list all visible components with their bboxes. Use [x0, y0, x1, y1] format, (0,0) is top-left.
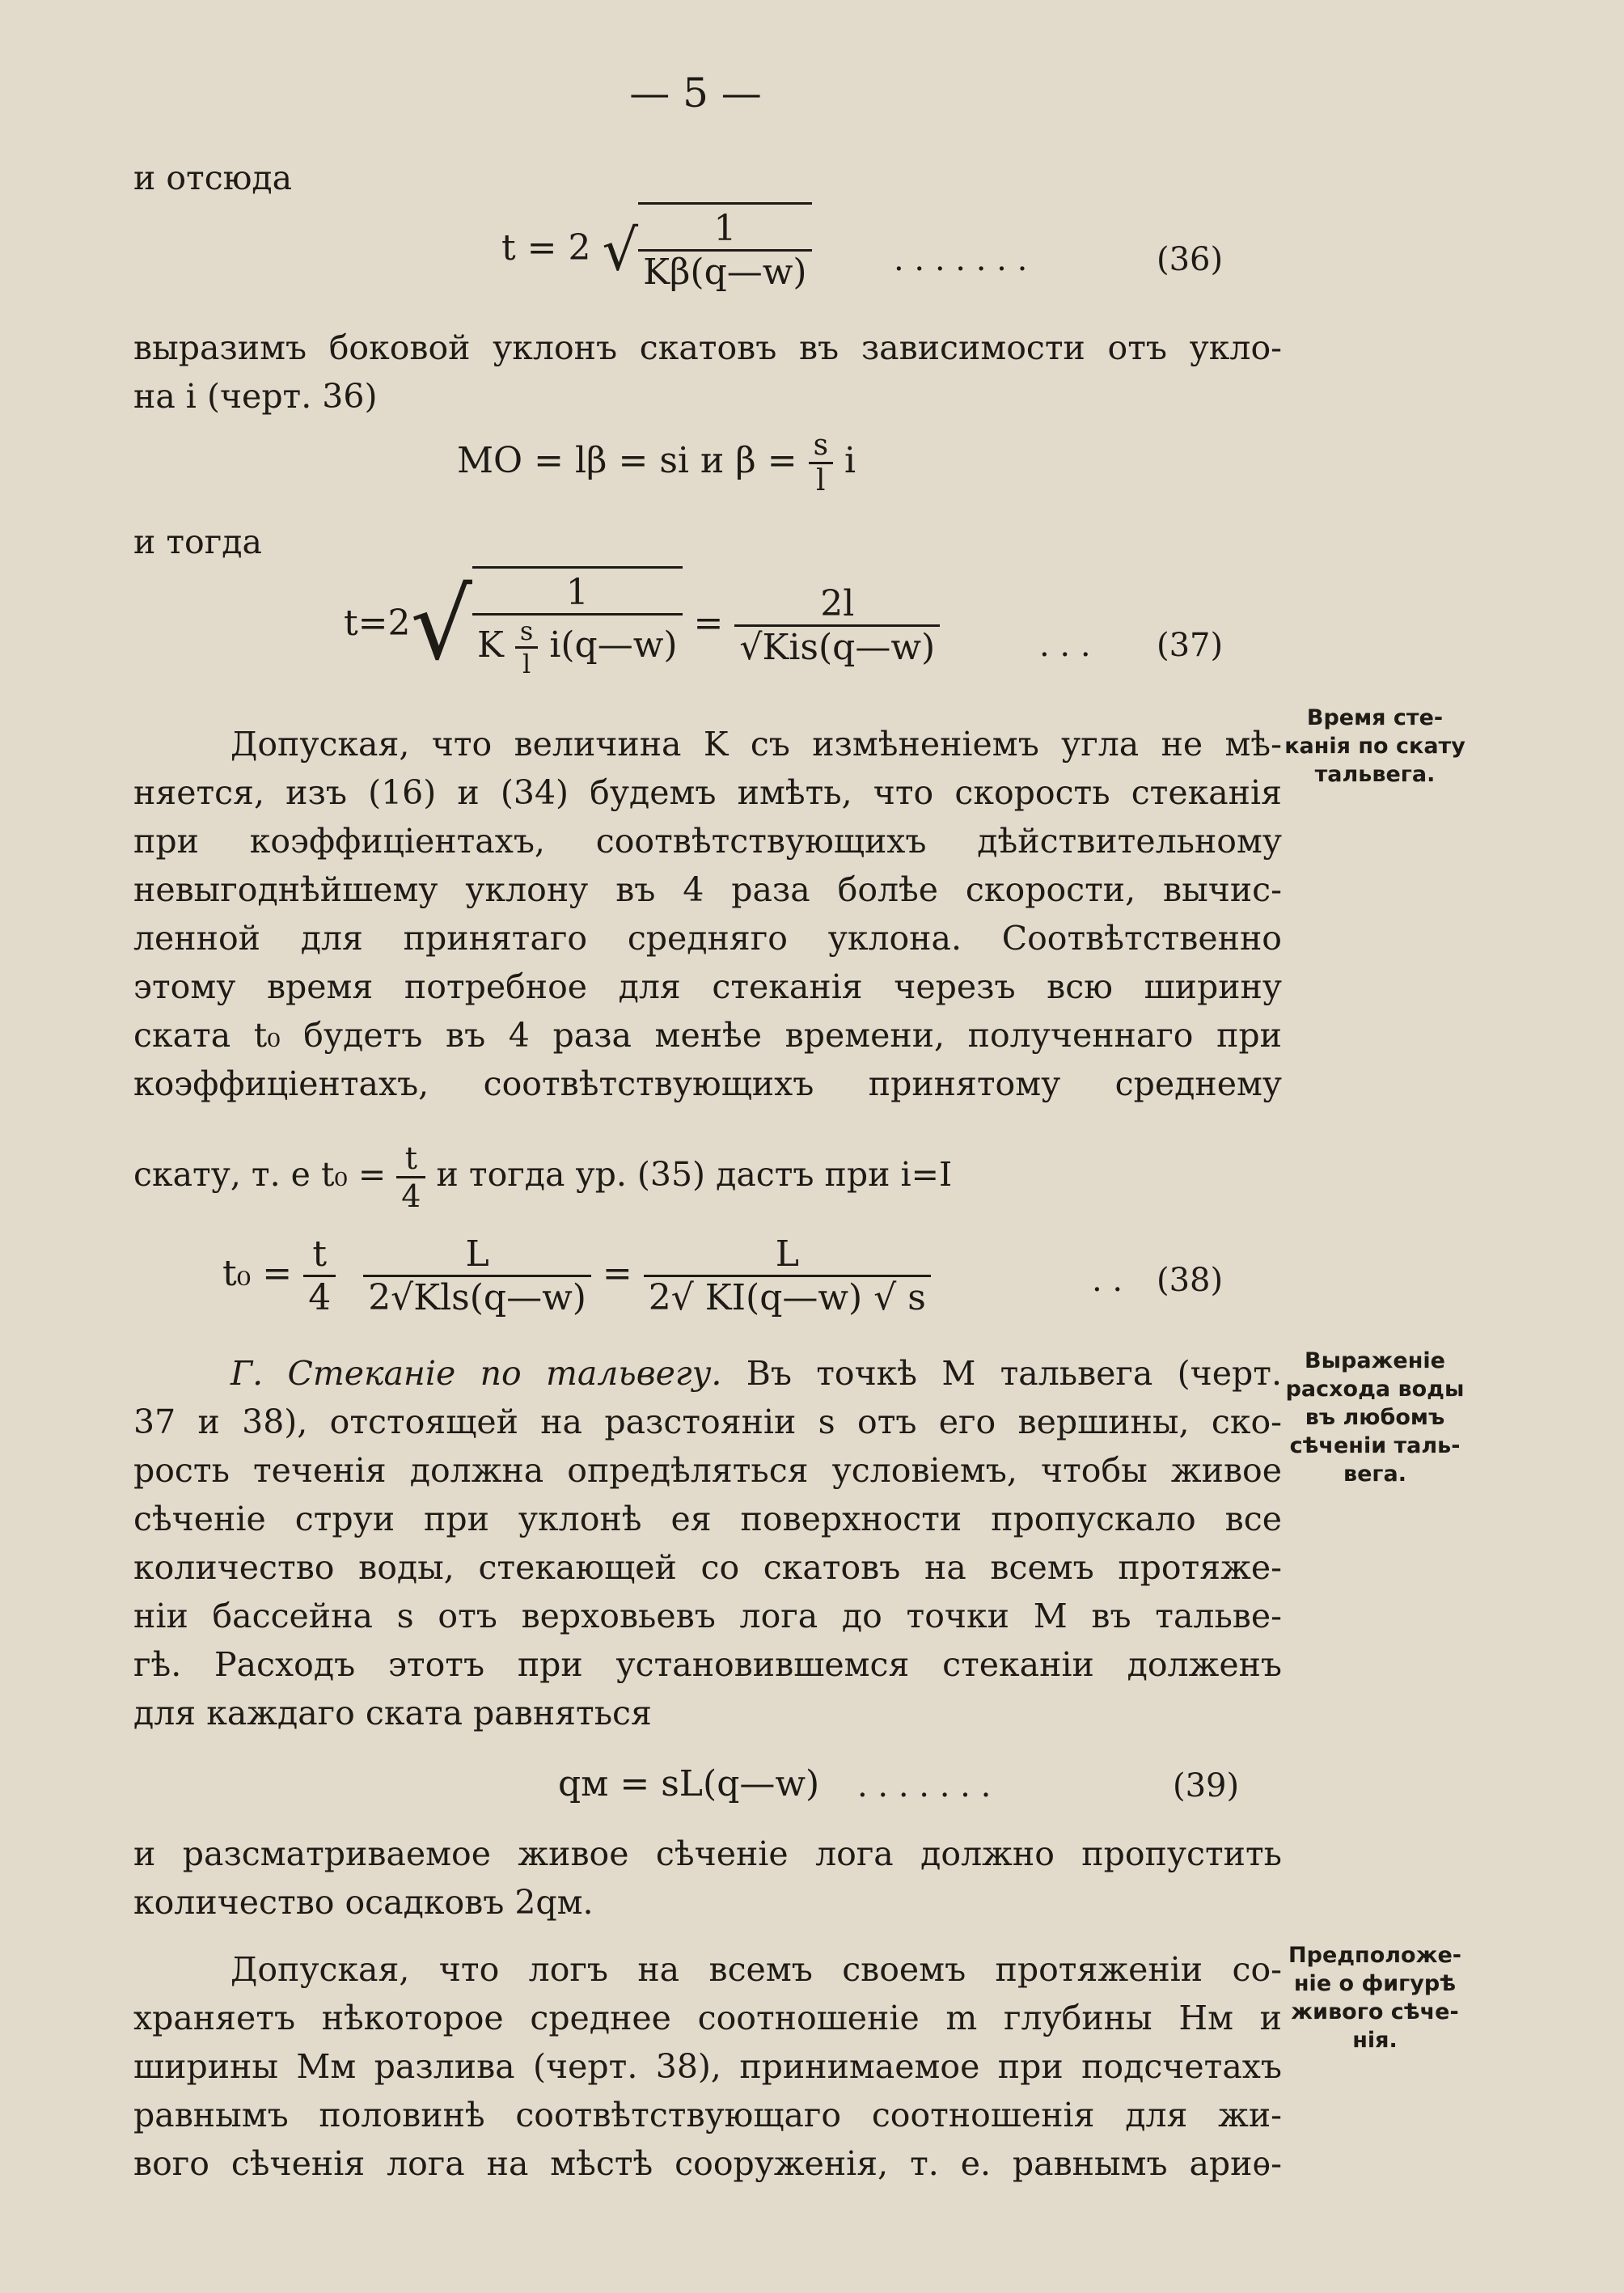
formula-text: i(q—w) [549, 624, 678, 666]
formula-denominator: 2√Kls(q—w) [368, 1277, 586, 1318]
formula-numerator: t [396, 1140, 425, 1178]
text-fragment: и тогда ур. (35) дастъ при i=I [436, 1155, 953, 1194]
formula-numerator: 1 [638, 208, 811, 252]
text-line: вого сѣченія лога на мѣстѣ сооруженія, т. е. равнымъ ариѳ- [133, 2144, 1282, 2183]
formula-mo [457, 429, 856, 497]
page-number: — 5 — [629, 70, 762, 116]
equation-dots: . . . . . . . [894, 241, 1028, 278]
text-line: количество осадковъ 2qм. [133, 1883, 594, 1922]
margin-note-line: канія по скату [1284, 734, 1465, 759]
text-line: коэффиціентахъ, соотвѣтствующихъ принятому среднему [133, 1064, 1282, 1103]
margin-note-line: Предположе- [1288, 1943, 1461, 1968]
text-line: ленной для принятаго средняго уклона. Соотвѣтственно [133, 919, 1282, 958]
formula-37 [344, 566, 940, 682]
formula-lhs: t=2 [344, 603, 411, 644]
text-line: гѣ. Расходъ этотъ при установившемся стеканіи долженъ [133, 1645, 1282, 1684]
formula-denominator: 4 [308, 1277, 332, 1318]
text-line: ніи бассейна s отъ верховьевъ лога до точки M въ тальве- [133, 1597, 1282, 1635]
text-line: храняетъ нѣкоторое среднее соотношеніе m глубины Hм и [133, 1999, 1282, 2037]
margin-note-line: тальвега. [1314, 762, 1436, 787]
equation-number-39: (39) [1173, 1767, 1240, 1804]
formula-text: i [844, 440, 856, 481]
formula-38 [222, 1233, 931, 1318]
formula-36 [501, 202, 812, 293]
sqrt-icon: √ [739, 627, 763, 668]
formula-numerator: 1 [472, 572, 683, 616]
equation-number-36: (36) [1157, 241, 1224, 278]
formula-39: qм = sL(q—w) [558, 1763, 820, 1804]
margin-note-line: Время сте- [1306, 705, 1444, 730]
margin-note-line: вега. [1343, 1462, 1406, 1487]
formula-numerator: L [644, 1233, 931, 1277]
text-line: сѣченіе струи при уклонѣ ея поверхности пропускало все [133, 1500, 1282, 1538]
margin-note-runoff-time [1270, 704, 1480, 789]
equation-dots: . . [1092, 1262, 1123, 1299]
margin-note-cross-section [1270, 1941, 1480, 2054]
text-line: Допуская, что логъ на всемъ своемъ протяженіи со- [230, 1950, 1282, 1989]
text-line: Допуская, что величина K съ измѣненіемъ угла не мѣ- [230, 725, 1282, 764]
text-line: невыгоднѣйшему уклону въ 4 раза болѣе скорости, вычис- [133, 870, 1282, 909]
formula-denominator: 4 [401, 1178, 421, 1214]
text-line: и разсматриваемое живое сѣченіе лога должно пропустить [133, 1834, 1282, 1873]
text-line: ширины Mм разлива (черт. 38), принимаемое при подсчетахъ [133, 2047, 1282, 2086]
margin-note-line: расхода воды [1285, 1377, 1465, 1402]
text-line [133, 1140, 1290, 1214]
formula-lhs: t₀ = [222, 1253, 293, 1294]
text-line [230, 1349, 1282, 1398]
equation-number-37: (37) [1157, 627, 1224, 664]
formula-denominator: l [522, 649, 531, 679]
formula-lhs: t = 2 [501, 227, 591, 269]
text-line: этому время потребное для стеканія черезъ всю ширину [133, 967, 1282, 1006]
text-line: 37 и 38), отстоящей на разстояніи s отъ его вершины, ско- [133, 1402, 1282, 1441]
text-line: выразимъ боковой уклонъ скатовъ въ зависимости отъ укло- [133, 328, 1282, 367]
sqrt-icon: √ [602, 217, 639, 284]
formula-text: = [602, 1253, 632, 1294]
formula-denominator: Kβ(q—w) [643, 252, 807, 293]
margin-note-line: нія. [1352, 2028, 1398, 2053]
margin-note-discharge [1270, 1347, 1480, 1488]
section-heading: Г. Стеканіе по тальвегу. [230, 1354, 722, 1393]
text-line: равнымъ половинѣ соотвѣтствующаго соотношенія для жи- [133, 2096, 1282, 2134]
margin-note-line: сѣченіи таль- [1289, 1433, 1461, 1458]
sqrt-icon: √ [410, 569, 473, 682]
margin-note-line: въ любомъ [1305, 1405, 1445, 1430]
text-fragment: скату, т. е t₀ = [133, 1155, 387, 1194]
equation-dots: . . . . . . . [857, 1767, 992, 1804]
text-line: рость теченія должна опредѣляться условіемъ, чтобы живое [133, 1451, 1282, 1490]
formula-numerator: L [363, 1233, 591, 1277]
formula-numerator: 2l [734, 583, 940, 627]
margin-note-line: Выраженіе [1305, 1348, 1445, 1373]
formula-text: = [693, 603, 724, 644]
formula-numerator: t [303, 1233, 336, 1277]
formula-text: K [477, 624, 504, 666]
formula-denominator: l [816, 464, 826, 497]
equation-dots: . . . [1039, 627, 1091, 664]
text-line: для каждаго ската равняться [133, 1694, 652, 1732]
text-line: на i (черт. 36) [133, 377, 378, 416]
text-line: и отсюда [133, 159, 293, 197]
text-line: количество воды, стекающей со скатовъ на всемъ протяже- [133, 1548, 1282, 1587]
text-line: при коэффиціентахъ, соотвѣтствующихъ дѣйствительному [133, 822, 1282, 861]
text-fragment: Въ точкѣ M тальвега (черт. [746, 1354, 1282, 1393]
text-line: и тогда [133, 522, 262, 561]
margin-note-line: ніе о фигурѣ [1293, 1971, 1457, 1996]
formula-numerator: s [809, 429, 833, 464]
text-line: няется, изъ (16) и (34) будемъ имѣть, что скорость стеканія [133, 773, 1282, 812]
formula-denominator: Kis(q—w) [762, 627, 936, 668]
text-line: ската t₀ будетъ въ 4 раза менѣе времени, полученнаго при [133, 1016, 1282, 1055]
formula-denominator: 2√ KI(q—w) [648, 1277, 863, 1318]
margin-note-line: живого сѣче- [1291, 1999, 1459, 2024]
equation-number-38: (38) [1157, 1262, 1224, 1299]
formula-numerator: s [515, 616, 538, 649]
formula-text: MO = lβ = si и β = [457, 440, 797, 481]
formula-denominator: √ s [873, 1277, 926, 1318]
